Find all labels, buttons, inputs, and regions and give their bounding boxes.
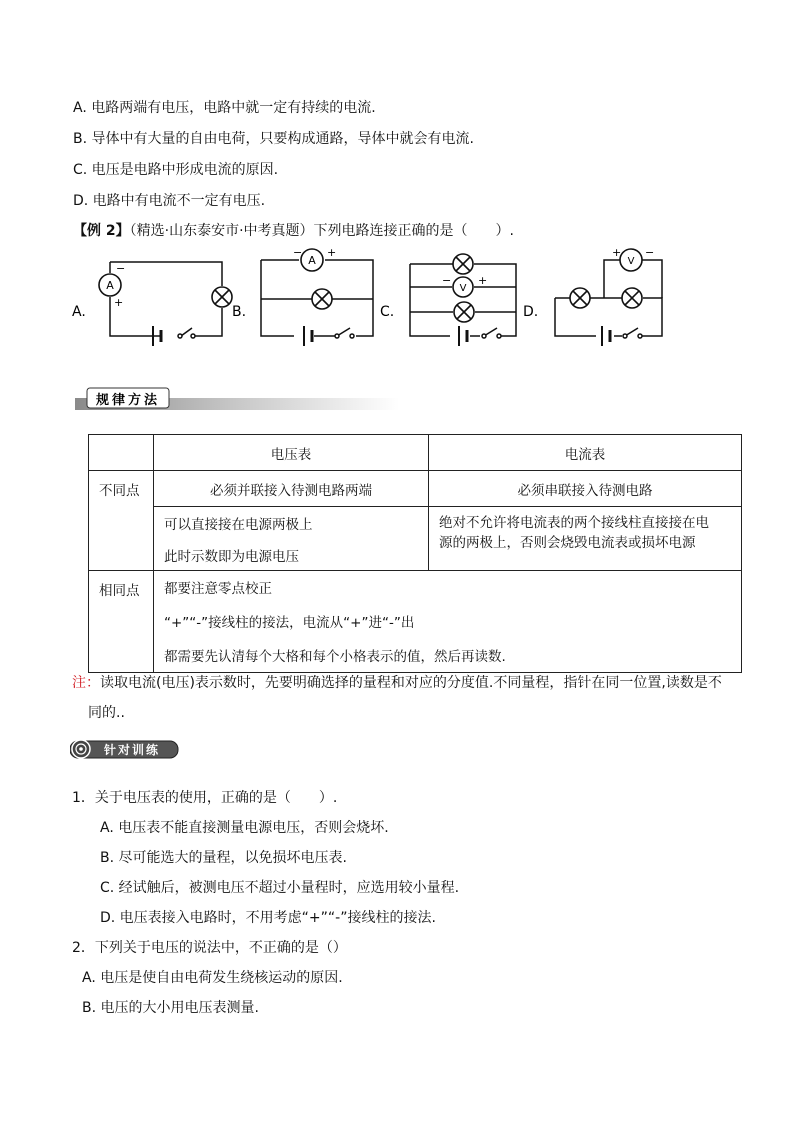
q1-option-c: C. 经试触后，被测电压不超过小量程时，应选用较小量程.	[100, 880, 460, 896]
lamp-d-left	[570, 288, 590, 308]
ammeter-a	[99, 262, 125, 309]
header-voltmeter: 电压表	[154, 435, 429, 471]
q1-stem: 1．关于电压表的使用，正确的是（ ）.	[72, 790, 338, 806]
svg-text:A: A	[106, 279, 114, 292]
svg-text:针对训练: 针对训练	[103, 743, 161, 757]
diff-voltmeter-1: 必须并联接入待测电路两端	[154, 471, 429, 507]
diff-ammeter-1: 必须串联接入待测电路	[429, 471, 742, 507]
example-text: （精选·山东泰安市·中考真题）下列电路连接正确的是（ ）.	[129, 223, 514, 239]
option-c: C. 电压是电路中形成电流的原因.	[73, 162, 279, 178]
svg-text:规律方法: 规律方法	[95, 393, 161, 408]
svg-text:+: +	[478, 274, 488, 287]
voltmeter-c	[442, 274, 487, 297]
q2-option-b: B. 电压的大小用电压表测量.	[82, 1000, 259, 1016]
svg-text:+: +	[327, 246, 337, 259]
q1-option-d: D. 电压表接入电路时，不用考虑“+”“-”接线柱的接法.	[100, 910, 436, 926]
svg-text:−: −	[116, 262, 126, 275]
svg-text:V: V	[627, 256, 635, 267]
comparison-table	[88, 434, 742, 673]
lamp-d-right	[622, 288, 642, 308]
lamp-a	[212, 287, 232, 307]
svg-text:−: −	[293, 246, 303, 259]
option-b: B. 导体中有大量的自由电荷，只要构成通路，导体中就会有电流.	[73, 131, 474, 147]
label-different: 不同点	[89, 471, 154, 571]
diff-ammeter-2: 绝对不允许将电流表的两个接线柱直接接在电 源的两极上，否则会烧毁电流表或损坏电源	[429, 507, 742, 571]
choice-a: A.	[72, 304, 86, 320]
method-badge	[75, 386, 399, 412]
training-badge	[70, 736, 182, 760]
svg-text:−: −	[442, 274, 452, 287]
note-label: 注：	[72, 675, 100, 691]
q2-stem: 2．下列关于电压的说法中，不正确的是（）	[72, 940, 347, 956]
q1-option-b: B. 尽可能选大的量程，以免损坏电压表.	[100, 850, 347, 866]
q2-option-a: A. 电压是使自由电荷发生绕核运动的原因.	[82, 970, 343, 986]
choice-c: C.	[380, 304, 395, 320]
note-line-2: 同的..	[88, 705, 125, 721]
header-ammeter: 电流表	[429, 435, 742, 471]
example-2-heading	[73, 220, 514, 240]
ammeter-b	[293, 246, 336, 271]
svg-text:V: V	[459, 283, 467, 294]
example-tag: 【例 2】	[73, 223, 130, 239]
lamp-b	[312, 289, 332, 309]
circuit-a	[110, 262, 222, 346]
voltmeter-d	[612, 246, 654, 271]
option-a: A. 电路两端有电压，电路中就一定有持续的电流.	[73, 100, 376, 116]
lamp-c-top	[453, 254, 473, 274]
svg-text:A: A	[308, 254, 316, 267]
q1-option-a: A. 电压表不能直接测量电源电压，否则会烧坏.	[100, 820, 389, 836]
svg-text:+: +	[114, 296, 124, 309]
label-same: 相同点	[89, 571, 154, 673]
same-content: 都要注意零点校正 “+”“-”接线柱的接法，电流从“+”进“-”出 都需要先认清每个大格和每个小格表示的值，然后再读数.	[154, 571, 742, 673]
choice-b: B.	[232, 304, 247, 320]
diff-voltmeter-2: 可以直接接在电源两极上 此时示数即为电源电压	[154, 507, 429, 571]
note-line-1: 注：读取电流(电压)表示数时，先要明确选择的量程和对应的分度值.不同量程，指针在同一位置,读数是不	[72, 675, 722, 691]
choice-d: D.	[523, 304, 539, 320]
svg-text:−: −	[645, 246, 655, 259]
circuit-diagrams	[0, 240, 800, 360]
svg-text:+: +	[612, 246, 622, 259]
lamp-c-bottom	[454, 302, 474, 322]
option-d: D. 电路中有电流不一定有电压.	[73, 193, 266, 209]
